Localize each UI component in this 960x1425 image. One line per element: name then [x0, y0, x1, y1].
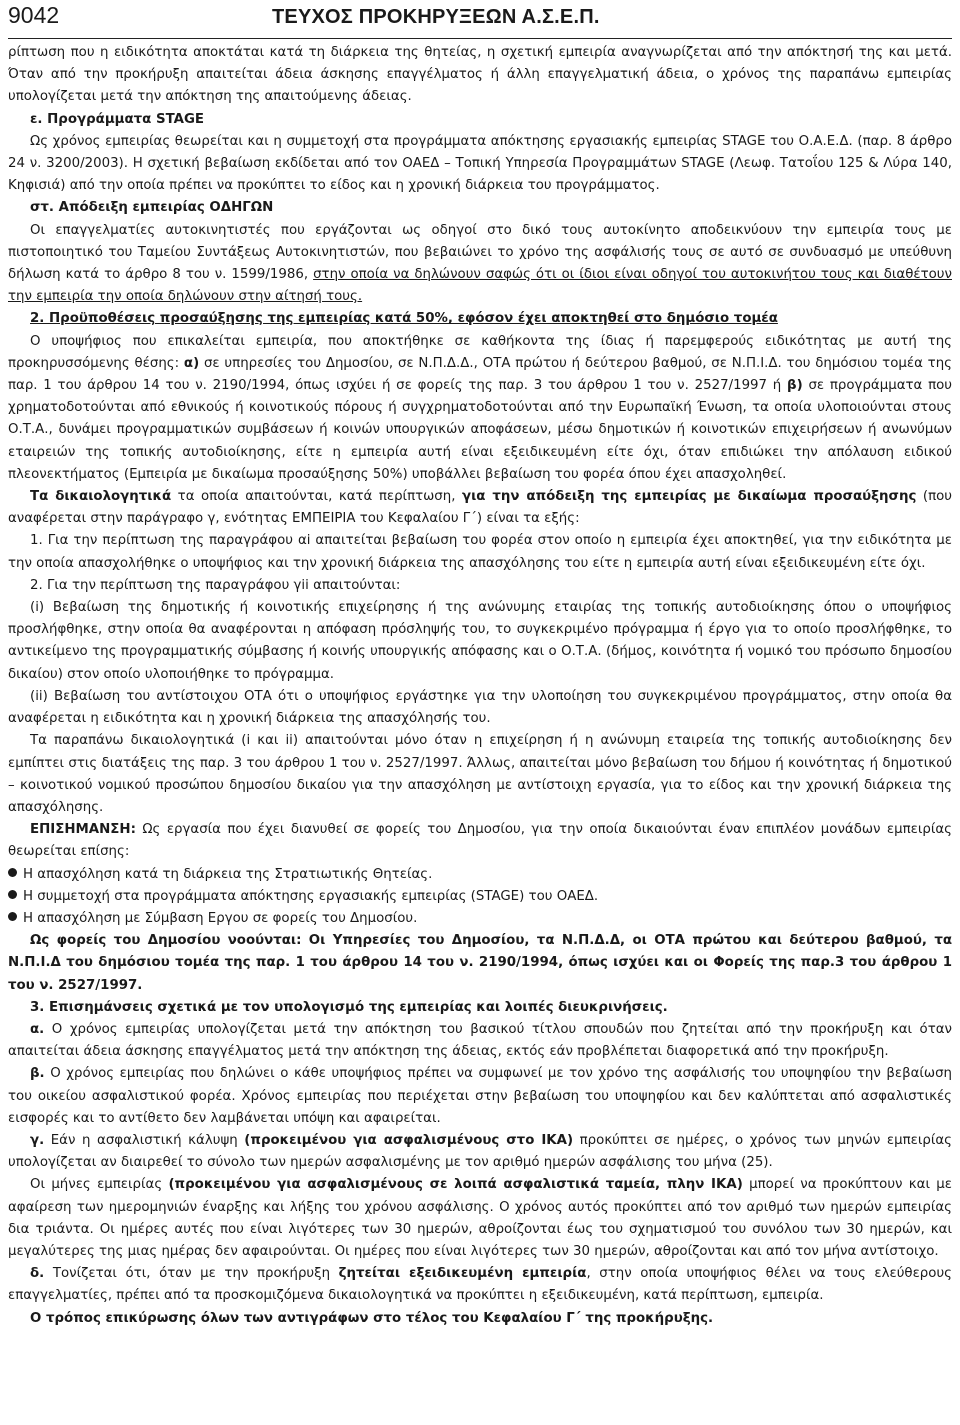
- paragraph-intro: ρίπτωση που η ειδικότητα αποκτάται κατά τη διάρκεια της θητείας, η σχετική εμπειρία αναγνωρίζεται από την απόκτησή της και μετά. Όταν από την προκήρυξη απαιτείται άδεια άσκησης επαγγέλματος ή άλλη επαγγελματική άδεια, ο χρόνος της παραπάνω εμπειρίας υπολογίζεται μετά την απόκτηση της απαιτούμενης άδειας.: [8, 45, 952, 105]
- bullet-text: Η απασχόληση κατά τη διάρκεια της Στρατιωτικής Θητείας.: [23, 866, 433, 882]
- label-3e: δ.: [30, 1266, 45, 1282]
- page-number: 9042: [8, 2, 60, 28]
- gazette-title: ΤΕΥΧΟΣ ΠΡΟΚΗΡΥΞΕΩΝ Α.Σ.Ε.Π.: [272, 6, 600, 28]
- section-2-heading: 2. Προϋποθέσεις προσαύξησης της εμπειρίας κατά 50%, εφόσον έχει αποκτηθεί στο δημόσιο τομέα: [30, 311, 778, 327]
- label-b: β): [787, 378, 803, 394]
- section-2-paragraph: [8, 331, 952, 486]
- section-3-a-text: Ο χρόνος εμπειρίας υπολογίζεται μετά την απόκτηση του βασικού τίτλου σπουδών που ζητείται από την προκήρυξη και όταν απαιτείται άδεια άσκησης επαγγέλματος μετά την απόκτηση της άδειας, εκτός εάν προβλέπεται διαφορετικά από την προκήρυξη.: [8, 1021, 952, 1060]
- notice-text: Ως εργασία που έχει διανυθεί σε φορείς του Δημοσίου, για την οποία δικαιούνται έναν επιπλέον μονάδων εμπειρίας θεωρείται επίσης:: [8, 822, 952, 860]
- bullet-icon: [8, 890, 17, 899]
- section-2-text-a: Ο υποψήφιος που επικαλείται εμπειρία, που αποκτήθηκε σε καθήκοντα της ίδιας ή παρεμφερούς ειδικότητας με αυτή της προκηρυσσόμενης θέσης:: [8, 333, 952, 371]
- list-item: [8, 908, 952, 930]
- notice-paragraph: [8, 819, 952, 863]
- docs-bold-2: για την απόδειξη της εμπειρίας με δικαίωμα προσαύξησης: [462, 489, 917, 505]
- section-3-e-text-1: Τονίζεται ότι, όταν με την προκήρυξη: [44, 1266, 339, 1282]
- section-3-e-text-2: , στην οποία υποψήφιος θέλει να τους ελεύθερους επαγγελματίες, πρέπει από τα προσκομιζόμενα δικαιολογητικά να προκύπτει η εξειδικευμένη, κατά περίπτωση, εμπειρία.: [8, 1266, 952, 1304]
- docs-text-1: τα οποία απαιτούνται, κατά περίπτωση,: [171, 489, 462, 505]
- list-item: [8, 886, 952, 908]
- section-3-c-text-2: προκύπτει σε ημέρες, ο χρόνος των μηνών εμπειρίας υπολογίζεται αν διαιρεθεί το σύνολο των ημερών ασφαλισμένης με τον αριθμό ημερών ασφάλισης του μήνα (25).: [8, 1132, 952, 1171]
- label-3c: γ.: [30, 1132, 45, 1148]
- final-note: Ο τρόπος επικύρωσης όλων των αντιγράφων στο τέλος του Κεφαλαίου Γ΄ της προκήρυξης.: [30, 1310, 714, 1326]
- public-bodies-paragraph: Ως φορείς του Δημοσίου νοούνται: Οι Υπηρεσίες του Δημοσίου, τα Ν.Π.Δ.Δ, οι ΟΤΑ πρώτου και δεύτερου βαθμού, τα Ν.Π.Ι.Δ του δημόσιου τομέα της παρ. 1 του άρθρου 14 του ν. 2190/1994, όπως ισχύει και οι Φορείς της παρ.3 του άρθρου 1 του ν. 2527/1997.: [8, 933, 952, 993]
- stage-heading: ε. Προγράμματα STAGE: [30, 111, 205, 127]
- docs-paragraph: [8, 486, 952, 530]
- section-3-b-text: Ο χρόνος εμπειρίας που δηλώνει ο κάθε υποψήφιος πρέπει να συμφωνεί με τον χρόνο της ασφάλισής του υποψηφίου την βεβαίωση του οικείου ασφαλιστικού φορέα. Χρόνος εμπειρίας που περιέχεται στην βεβαίωση του υποψηφίου και δεν καλύπτεται από ασφαλιστικές εισφορές και το αντίθετο δεν λαμβάνεται υπόψη και αφαιρείται.: [8, 1066, 952, 1126]
- bullet-text: Η συμμετοχή στα προγράμματα απόκτησης εργασιακής εμπειρίας (STAGE) του ΟΑΕΔ.: [23, 888, 599, 904]
- page-header: [8, 0, 952, 39]
- stage-text: Ως χρόνος εμπειρίας θεωρείται και η συμμετοχή στα προγράμματα απόκτησης εργασιακής εμπειρίας STAGE του Ο.Α.Ε.Δ. (παρ. 8 άρθρο 24 ν. 3200/2003). Η σχετική βεβαίωση εκδίδεται από τον ΟΑΕΔ – Τοπική Υπηρεσία Προγραμμάτων STAGE (Λεωφ. Τατοΐου 125 & Λύρα 140, Κηφισιά) από την οποία πρέπει να προκύπτει το είδος και η χρονική διάρκεια του προγράμματος.: [8, 133, 952, 194]
- drivers-underlined-text: στην οποία να δηλώνουν σαφώς ότι οι ίδιοι είναι οδηγοί του αυτοκινήτου τους και διαθέτουν την εμπειρία την οποία δηλώνουν στην αίτησή τους.: [8, 267, 952, 305]
- label-a: α): [183, 355, 200, 371]
- section-2-text-b: σε υπηρεσίες του Δημοσίου, σε Ν.Π.Δ.Δ., ΟΤΑ πρώτου ή δεύτερου βαθμού, σε Ν.Π.Ι.Δ. του δημόσιου τομέα της παρ. 1 του άρθρου 14 του ν. 2190/1994, όπως ισχύει ή σε φορείς της παρ. 3 του άρθρου 1 του ν. 2527/1997 ή: [8, 355, 952, 394]
- docs-para-3: Τα παραπάνω δικαιολογητικά (i και ii) απαιτούνται μόνο όταν η επιχείρηση ή η ανώνυμη εταιρεία της τοπικής αυτοδιοίκησης δεν εμπίπτει στις διατάξεις της παρ. 3 του άρθρου 1 του ν. 2527/1997. Άλλως, απαιτείται μόνο βεβαίωση του δήμου ή κοινότητας ή δημοτικού – κοινοτικού νομικού προσώπου δημοσίου δικαίου για την απασχόληση με αντίστοιχη εργασία, για το είδος και την χρονική διάρκεια της απασχόλησης.: [8, 733, 952, 815]
- section-3-d-bold: (προκειμένου για ασφαλισμένους σε λοιπά ασφαλιστικά ταμεία, πλην ΙΚΑ): [168, 1177, 743, 1193]
- section-3-e: [8, 1263, 952, 1307]
- docs-item-2-ii: (ii) Βεβαίωση του αντίστοιχου ΟΤΑ ότι ο υποψήφιος εργάστηκε για την υλοποίηση του συγκεκριμένου προγράμματος, στην οποία θα αναφέρεται η ειδικότητα και η χρονική διάρκεια της απασχόλησής του.: [8, 688, 952, 727]
- label-3a: α.: [30, 1021, 45, 1037]
- drivers-heading: στ. Απόδειξη εμπειρίας ΟΔΗΓΩΝ: [30, 200, 274, 216]
- section-2-text-c: σε προγράμματα που χρηματοδοτούνται από εθνικούς ή κοινοτικούς πόρους ή συγχρηματοδοτούνται από την Ευρωπαϊκή Ένωση, τα οποία υλοποιούνται στους Ο.Τ.Α., δυνάμει προγραμματικών συμβάσεων ή κοινών υπουργικών αποφάσεων, μέσω δημοτικών ή κοινοτικών επιχειρήσεων ή ανωνύμων εταιρειών της τοπικής αυτοδιοίκησης, είτε η εμπειρία αυτή είναι εξειδικευμένη είτε όχι, όταν επιδιώκει την απόλαυση ειδικού πλεονεκτήματος (Εμπειρία με δικαίωμα προσαύξησης 50%) υποβάλλει βεβαίωση του φορέα όπου έχει απασχοληθεί.: [8, 378, 953, 482]
- bullet-icon: [8, 868, 17, 877]
- section-3-b: [8, 1063, 952, 1130]
- bullet-text: Η απασχόληση με Σύμβαση Εργου σε φορείς του Δημοσίου.: [23, 910, 418, 926]
- section-3-heading: 3. Επισημάνσεις σχετικά με τον υπολογισμό της εμπειρίας και λοιπές διευκρινήσεις.: [30, 999, 668, 1015]
- section-3-a: [8, 1019, 952, 1063]
- label-3b: β.: [30, 1066, 45, 1082]
- drivers-paragraph: [8, 220, 952, 309]
- section-3-c-text-1: Εάν η ασφαλιστική κάλυψη: [44, 1132, 245, 1148]
- section-3-d-text-1: Οι μήνες εμπειρίας: [30, 1177, 169, 1193]
- docs-item-2-i: (i) Βεβαίωση της δημοτικής ή κοινοτικής επιχείρησης ή της ανώνυμης εταιρίας της τοπικής αυτοδιοίκησης όπου ο υποψήφιος προσλήφθηκε, στην οποία θα αναφέρονται η απόφαση πρόσληψής του, το συγκεκριμένο πρόγραμμα ή έργο για το οποίο προσλήφθηκε, το αντικείμενο της προγραμματικής σύμβασης ή κοινής υπουργικής απόφασης και ο Ο.Τ.Α. (δήμος, κοινότητα ή νομικό του πρόσωπο δημοσίου δικαίου) στον οποίο υλοποιήθηκε το πρόγραμμα.: [8, 600, 952, 682]
- section-3-e-bold: ζητείται εξειδικευμένη εμπειρία: [338, 1266, 587, 1282]
- drivers-text: Οι επαγγελματίες αυτοκινητιστές που εργάζονται ως οδηγοί στο δικό τους αυτοκίνητο αποδεικνύουν την εμπειρία τους με πιστοποιητικό του Ταμείου Συντάξεως Αυτοκινητιστών, που βεβαιώνει το χρόνο της ασφάλισής τους σε αυτό σε συνδυασμό με υπεύθυνη δήλωση κατά το άρθρο 8 του ν. 1599/1986,: [8, 222, 952, 283]
- bullet-icon: [8, 912, 17, 921]
- docs-item-2: 2. Για την περίπτωση της παραγράφου γii απαιτούνται:: [30, 577, 401, 593]
- docs-item-1: 1. Για την περίπτωση της παραγράφου αi απαιτείται βεβαίωση του φορέα στον οποίο η εμπειρία έχει αποκτηθεί, για την ειδικότητα με την οποία απασχολήθηκε ο υποψήφιος και την χρονική διάρκεια της απασχόλησης του είτε η εμπειρία αυτή είναι εξειδικευμένη είτε όχι.: [8, 533, 952, 571]
- section-3-c: [8, 1130, 952, 1174]
- docs-bold-1: Τα δικαιολογητικά: [30, 489, 172, 505]
- list-item: [8, 864, 952, 886]
- document-body: [8, 42, 952, 1330]
- section-3-d-text-2: μπορεί να προκύπτουν και με αφαίρεση των ημερομηνιών έναρξης και λήξης του χρόνου ασφάλισης. Ο χρόνος αυτός προκύπτει από τον αριθμό των ημερών εμπειρίας δια τριάντα. Οι ημέρες αυτές που είναι λιγότερες των 30 ημερών, αθροίζονται έως του σχηματισμού του συνόλου των 30 ημερών, και μεγαλύτερες της μιας ημέρας δεν αφαιρούνται. Οι ημέρες που είναι λιγότερες των 30 ημερών, αθροίζονται και από τον μήνα αντίστοιχο.: [8, 1177, 952, 1259]
- docs-text-2: (που αναφέρεται στην παράγραφο γ, ενότητας ΕΜΠΕΙΡΙΑ του Κεφαλαίου Γ΄) είναι τα εξής:: [8, 489, 953, 527]
- section-3-d: [8, 1174, 952, 1263]
- notice-label: ΕΠΙΣΗΜΑΝΣΗ:: [30, 822, 136, 838]
- section-3-c-bold: (προκειμένου για ασφαλισμένους στο ΙΚΑ): [244, 1132, 574, 1148]
